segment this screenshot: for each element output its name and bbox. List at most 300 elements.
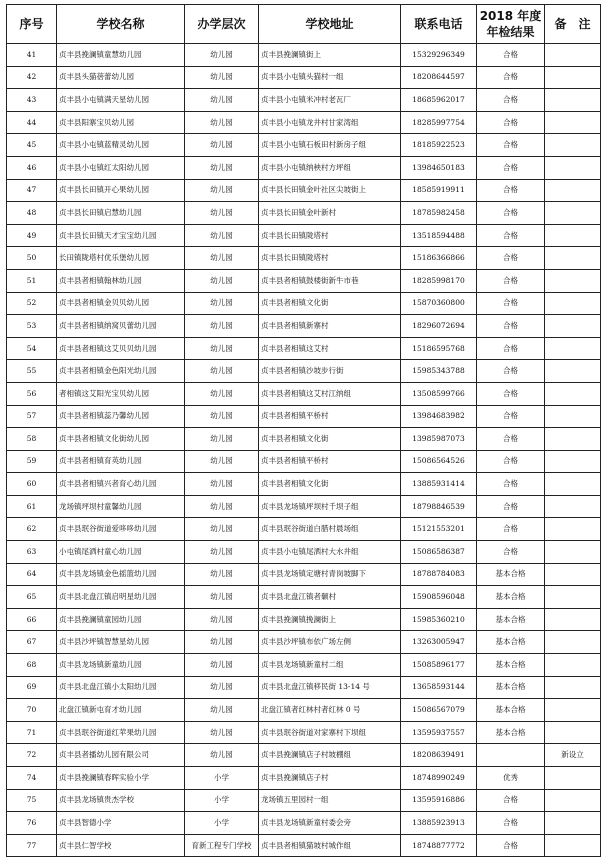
cell-no: 60: [7, 473, 57, 496]
cell-school-name: 贞丰县珉谷街道红苹果幼儿园: [57, 721, 185, 744]
cell-address: 贞丰县者相镇平桥村: [259, 405, 401, 428]
header-result-line2: 年检结果: [486, 25, 535, 39]
cell-level: 幼儿园: [185, 518, 259, 541]
cell-result: 合格: [477, 337, 545, 360]
table-row: [7, 495, 601, 518]
cell-no: 72: [7, 744, 57, 767]
cell-level: 幼儿园: [185, 202, 259, 225]
cell-phone: 15086567079: [401, 699, 477, 722]
cell-phone: 18208644597: [401, 66, 477, 89]
table-row: [7, 563, 601, 586]
table-row: [7, 428, 601, 451]
cell-result: 基本合格: [477, 676, 545, 699]
cell-no: 42: [7, 66, 57, 89]
cell-address: 龙场镇五里园村一组: [259, 789, 401, 812]
cell-phone: 15086586387: [401, 541, 477, 564]
cell-no: 54: [7, 337, 57, 360]
cell-no: 69: [7, 676, 57, 699]
cell-phone: 13518594488: [401, 224, 477, 247]
table-row: [7, 631, 601, 654]
cell-result: 合格: [477, 789, 545, 812]
table-row: [7, 789, 601, 812]
cell-school-name: 贞丰县龙场镇新童幼儿园: [57, 654, 185, 677]
cell-school-name: 贞丰县沙坪镇智慧星幼儿园: [57, 631, 185, 654]
table-row: [7, 89, 601, 112]
header-no: 序号: [7, 5, 57, 44]
cell-no: 74: [7, 767, 57, 790]
cell-address: 贞丰县小屯镇尾洒村大水井组: [259, 541, 401, 564]
cell-level: 幼儿园: [185, 44, 259, 67]
cell-note: [545, 518, 601, 541]
cell-school-name: 贞丰县北盘江镇启明星幼儿园: [57, 586, 185, 609]
cell-level: 幼儿园: [185, 156, 259, 179]
table-row: [7, 834, 601, 857]
cell-address: 贞丰县挽澜镇店子村: [259, 767, 401, 790]
cell-result: 合格: [477, 541, 545, 564]
table-row: [7, 156, 601, 179]
cell-level: 小学: [185, 789, 259, 812]
cell-phone: 18748990249: [401, 767, 477, 790]
cell-note: [545, 44, 601, 67]
cell-no: 49: [7, 224, 57, 247]
cell-school-name: 贞丰县智德小学: [57, 812, 185, 835]
cell-no: 51: [7, 269, 57, 292]
cell-note: [545, 156, 601, 179]
cell-note: [545, 631, 601, 654]
cell-school-name: 贞丰县者相镇翰林幼儿园: [57, 269, 185, 292]
cell-result: 合格: [477, 224, 545, 247]
cell-no: 59: [7, 450, 57, 473]
cell-phone: 13508599766: [401, 382, 477, 405]
cell-address: 贞丰县珉谷街道对家寨村下坝组: [259, 721, 401, 744]
cell-school-name: 贞丰县者相镇兴者育心幼儿园: [57, 473, 185, 496]
cell-result: 合格: [477, 473, 545, 496]
cell-school-name: 贞丰县长田镇启慧幼儿园: [57, 202, 185, 225]
cell-phone: 15985360210: [401, 608, 477, 631]
cell-note: [545, 654, 601, 677]
cell-address: 北盘江镇者红林村者红林 0 号: [259, 699, 401, 722]
cell-level: 幼儿园: [185, 315, 259, 338]
cell-result: 合格: [477, 247, 545, 270]
cell-no: 64: [7, 563, 57, 586]
cell-result: 合格: [477, 360, 545, 383]
cell-address: 贞丰县长田镇金叶新村: [259, 202, 401, 225]
table-row: [7, 699, 601, 722]
cell-address: 贞丰县沙坪镇布依广场左侧: [259, 631, 401, 654]
table-row: [7, 202, 601, 225]
header-result: [477, 5, 545, 44]
cell-note: [545, 66, 601, 89]
cell-school-name: 贞丰县龙场镇贵杰学校: [57, 789, 185, 812]
cell-school-name: 小屯镇尾洒村童心幼儿园: [57, 541, 185, 564]
table-row: [7, 337, 601, 360]
header-level: 办学层次: [185, 5, 259, 44]
cell-no: 58: [7, 428, 57, 451]
cell-school-name: 贞丰县长田镇开心果幼儿园: [57, 179, 185, 202]
cell-no: 45: [7, 134, 57, 157]
cell-address: 贞丰县龙场镇坪坝村千坝子组: [259, 495, 401, 518]
cell-phone: 18185922523: [401, 134, 477, 157]
cell-result: 合格: [477, 269, 545, 292]
cell-result: 合格: [477, 495, 545, 518]
cell-note: [545, 586, 601, 609]
cell-result: 合格: [477, 315, 545, 338]
table-row: [7, 44, 601, 67]
cell-school-name: 贞丰县者相镇文化街幼儿园: [57, 428, 185, 451]
cell-address: 贞丰县挽澜镇街上: [259, 44, 401, 67]
cell-note: [545, 699, 601, 722]
cell-phone: 18685962017: [401, 89, 477, 112]
cell-level: 幼儿园: [185, 563, 259, 586]
cell-address: 贞丰县龙场镇新童村委会旁: [259, 812, 401, 835]
cell-school-name: 贞丰县者相镇蕊乃馨幼儿园: [57, 405, 185, 428]
cell-address: 贞丰县者相镇沙坡步行街: [259, 360, 401, 383]
cell-note: [545, 563, 601, 586]
cell-school-name: 贞丰县小屯镇满天星幼儿园: [57, 89, 185, 112]
header-address: 学校地址: [259, 5, 401, 44]
school-inspection-table: [6, 4, 601, 857]
cell-phone: 13595916886: [401, 789, 477, 812]
cell-school-name: 贞丰县挽澜镇春晖实验小学: [57, 767, 185, 790]
cell-phone: 15908596048: [401, 586, 477, 609]
cell-address: 贞丰县北盘江镇移民街 13-14 号: [259, 676, 401, 699]
table-row: [7, 721, 601, 744]
cell-level: 幼儿园: [185, 66, 259, 89]
table-row: [7, 518, 601, 541]
cell-school-name: 贞丰县头猫蓓蕾幼儿园: [57, 66, 185, 89]
cell-level: 幼儿园: [185, 450, 259, 473]
cell-level: 幼儿园: [185, 608, 259, 631]
cell-note: [545, 89, 601, 112]
cell-phone: 15086564526: [401, 450, 477, 473]
cell-level: 幼儿园: [185, 541, 259, 564]
cell-school-name: 贞丰县长田镇天才宝宝幼儿园: [57, 224, 185, 247]
cell-result: 合格: [477, 382, 545, 405]
cell-phone: 13985987073: [401, 428, 477, 451]
cell-school-name: 贞丰县龙场镇金色摇篮幼儿园: [57, 563, 185, 586]
cell-address: 贞丰县者相镇鼓楼街新牛市巷: [259, 269, 401, 292]
table-row: [7, 541, 601, 564]
cell-note: [545, 360, 601, 383]
cell-result: 基本合格: [477, 586, 545, 609]
cell-no: 47: [7, 179, 57, 202]
cell-phone: 18748877772: [401, 834, 477, 857]
cell-phone: 15870360800: [401, 292, 477, 315]
cell-result: 合格: [477, 156, 545, 179]
cell-result: 基本合格: [477, 563, 545, 586]
cell-level: 育新工程专门学校: [185, 834, 259, 857]
table-row: [7, 247, 601, 270]
cell-phone: 13984683982: [401, 405, 477, 428]
cell-no: 66: [7, 608, 57, 631]
cell-level: 幼儿园: [185, 89, 259, 112]
table-row: [7, 676, 601, 699]
cell-note: [545, 834, 601, 857]
table-row: [7, 608, 601, 631]
cell-phone: 15329296349: [401, 44, 477, 67]
cell-no: 53: [7, 315, 57, 338]
cell-address: 贞丰县小屯镇石板田村新房子组: [259, 134, 401, 157]
cell-school-name: 贞丰县阳寨宝贝幼儿园: [57, 111, 185, 134]
cell-address: 贞丰县龙场镇新童村二组: [259, 654, 401, 677]
table-row: [7, 450, 601, 473]
table-row: [7, 586, 601, 609]
cell-phone: 13658593144: [401, 676, 477, 699]
cell-school-name: 长田镇陇塔村优乐堡幼儿园: [57, 247, 185, 270]
cell-address: 贞丰县长田镇陇塔村: [259, 224, 401, 247]
cell-note: [545, 247, 601, 270]
cell-note: [545, 676, 601, 699]
cell-school-name: 贞丰县小屯镇蓝精灵幼儿园: [57, 134, 185, 157]
cell-no: 68: [7, 654, 57, 677]
cell-level: 幼儿园: [185, 134, 259, 157]
cell-result: [477, 744, 545, 767]
cell-no: 52: [7, 292, 57, 315]
cell-note: [545, 382, 601, 405]
cell-phone: 18296072694: [401, 315, 477, 338]
cell-result: 合格: [477, 812, 545, 835]
table-row: [7, 269, 601, 292]
cell-level: 幼儿园: [185, 473, 259, 496]
cell-address: 贞丰县者相镇猫坡村城作组: [259, 834, 401, 857]
cell-level: 幼儿园: [185, 337, 259, 360]
cell-note: [545, 405, 601, 428]
cell-phone: 15186366866: [401, 247, 477, 270]
cell-phone: 13595937557: [401, 721, 477, 744]
cell-phone: 18285997754: [401, 111, 477, 134]
cell-school-name: 贞丰县北盘江镇小太阳幼儿园: [57, 676, 185, 699]
table-row: [7, 315, 601, 338]
cell-level: 幼儿园: [185, 676, 259, 699]
cell-phone: 15085896177: [401, 654, 477, 677]
cell-level: 幼儿园: [185, 586, 259, 609]
header-result-line1: 2018 年度: [479, 9, 542, 23]
cell-level: 幼儿园: [185, 360, 259, 383]
table-row: [7, 360, 601, 383]
cell-level: 幼儿园: [185, 269, 259, 292]
cell-school-name: 贞丰县者相镇金色阳光幼儿园: [57, 360, 185, 383]
cell-result: 合格: [477, 44, 545, 67]
cell-no: 70: [7, 699, 57, 722]
cell-school-name: 贞丰县者相镇金贝贝幼儿园: [57, 292, 185, 315]
cell-no: 43: [7, 89, 57, 112]
cell-phone: 18585919911: [401, 179, 477, 202]
cell-address: 贞丰县挽澜镇挽澜街上: [259, 608, 401, 631]
table-row: [7, 134, 601, 157]
table-row: [7, 111, 601, 134]
cell-note: [545, 541, 601, 564]
cell-level: 幼儿园: [185, 428, 259, 451]
cell-level: 幼儿园: [185, 247, 259, 270]
cell-note: [545, 428, 601, 451]
cell-school-name: 贞丰县挽澜镇童慧幼儿园: [57, 44, 185, 67]
cell-result: 合格: [477, 111, 545, 134]
cell-note: [545, 292, 601, 315]
cell-note: [545, 608, 601, 631]
cell-result: 基本合格: [477, 654, 545, 677]
cell-address: 贞丰县长田镇陇塔村: [259, 247, 401, 270]
cell-no: 56: [7, 382, 57, 405]
cell-level: 幼儿园: [185, 405, 259, 428]
table-body: [7, 44, 601, 857]
cell-address: 贞丰县小屯镇龙井村甘家湾组: [259, 111, 401, 134]
cell-school-name: 者相镇这艾阳光宝贝幼儿园: [57, 382, 185, 405]
cell-no: 63: [7, 541, 57, 564]
cell-level: 幼儿园: [185, 382, 259, 405]
cell-address: 贞丰县者相镇这艾村: [259, 337, 401, 360]
cell-address: 贞丰县小屯镇头猫村一组: [259, 66, 401, 89]
cell-no: 75: [7, 789, 57, 812]
cell-note: [545, 134, 601, 157]
cell-note: [545, 812, 601, 835]
cell-no: 55: [7, 360, 57, 383]
header-note: 备 注: [545, 5, 601, 44]
cell-note: [545, 789, 601, 812]
cell-school-name: 贞丰县者相镇这艾贝贝幼儿园: [57, 337, 185, 360]
cell-level: 幼儿园: [185, 699, 259, 722]
cell-phone: 18208639491: [401, 744, 477, 767]
cell-school-name: 北盘江镇新屯育才幼儿园: [57, 699, 185, 722]
cell-result: 合格: [477, 179, 545, 202]
cell-address: 贞丰县珉谷街道白腊村晨场组: [259, 518, 401, 541]
cell-school-name: 贞丰县挽澜镇童园幼儿园: [57, 608, 185, 631]
cell-note: [545, 202, 601, 225]
cell-level: 幼儿园: [185, 179, 259, 202]
cell-phone: 15121553201: [401, 518, 477, 541]
cell-address: 贞丰县者相镇文化街: [259, 473, 401, 496]
cell-note: [545, 337, 601, 360]
cell-result: 合格: [477, 134, 545, 157]
cell-school-name: 贞丰县仁智学校: [57, 834, 185, 857]
table-row: [7, 654, 601, 677]
cell-result: 基本合格: [477, 699, 545, 722]
cell-note: [545, 721, 601, 744]
cell-no: 61: [7, 495, 57, 518]
table-row: [7, 767, 601, 790]
cell-phone: 18285998170: [401, 269, 477, 292]
cell-note: [545, 767, 601, 790]
cell-phone: 13885931414: [401, 473, 477, 496]
cell-address: 贞丰县者相镇平桥村: [259, 450, 401, 473]
cell-address: 贞丰县者相镇这艾村江纳组: [259, 382, 401, 405]
cell-result: 合格: [477, 428, 545, 451]
header-row: [7, 5, 601, 44]
cell-address: 贞丰县挽澜镇店子村坡棚组: [259, 744, 401, 767]
cell-level: 幼儿园: [185, 654, 259, 677]
cell-phone: 15985343788: [401, 360, 477, 383]
cell-note: [545, 450, 601, 473]
cell-level: 小学: [185, 812, 259, 835]
cell-address: 贞丰县长田镇金叶社区尖坡街上: [259, 179, 401, 202]
cell-phone: 13984650183: [401, 156, 477, 179]
cell-no: 71: [7, 721, 57, 744]
table-row: [7, 405, 601, 428]
cell-no: 77: [7, 834, 57, 857]
cell-no: 41: [7, 44, 57, 67]
table-row: [7, 473, 601, 496]
cell-no: 46: [7, 156, 57, 179]
cell-phone: 13263005947: [401, 631, 477, 654]
cell-address: 贞丰县者相镇新寨村: [259, 315, 401, 338]
cell-result: 基本合格: [477, 631, 545, 654]
cell-note: [545, 224, 601, 247]
cell-address: 贞丰县龙场镇定塘村青岗坡脚下: [259, 563, 401, 586]
cell-address: 贞丰县者相镇文化街: [259, 428, 401, 451]
cell-no: 44: [7, 111, 57, 134]
cell-school-name: 贞丰县者播幼儿园有限公司: [57, 744, 185, 767]
header-school-name: 学校名称: [57, 5, 185, 44]
cell-result: 合格: [477, 202, 545, 225]
cell-no: 57: [7, 405, 57, 428]
cell-level: 幼儿园: [185, 721, 259, 744]
cell-result: 合格: [477, 66, 545, 89]
cell-phone: 18788784083: [401, 563, 477, 586]
table-row: [7, 179, 601, 202]
cell-level: 幼儿园: [185, 292, 259, 315]
cell-school-name: 龙场镇坪坝村童馨幼儿园: [57, 495, 185, 518]
header-phone: 联系电话: [401, 5, 477, 44]
table-row: [7, 812, 601, 835]
cell-no: 48: [7, 202, 57, 225]
cell-result: 合格: [477, 518, 545, 541]
cell-result: 合格: [477, 292, 545, 315]
cell-result: 合格: [477, 405, 545, 428]
table-row: [7, 292, 601, 315]
cell-note: 新设立: [545, 744, 601, 767]
cell-school-name: 贞丰县珉谷街道爱哆哆幼儿园: [57, 518, 185, 541]
cell-level: 幼儿园: [185, 111, 259, 134]
cell-note: [545, 111, 601, 134]
cell-result: 优秀: [477, 767, 545, 790]
cell-result: 基本合格: [477, 721, 545, 744]
cell-level: 幼儿园: [185, 224, 259, 247]
cell-result: 基本合格: [477, 608, 545, 631]
cell-no: 62: [7, 518, 57, 541]
table-row: [7, 382, 601, 405]
cell-note: [545, 495, 601, 518]
cell-note: [545, 179, 601, 202]
cell-phone: 18798846539: [401, 495, 477, 518]
cell-result: 合格: [477, 450, 545, 473]
table-row: [7, 744, 601, 767]
cell-level: 幼儿园: [185, 744, 259, 767]
cell-no: 65: [7, 586, 57, 609]
table-row: [7, 224, 601, 247]
cell-school-name: 贞丰县者相镇育英幼儿园: [57, 450, 185, 473]
cell-no: 50: [7, 247, 57, 270]
cell-phone: 13885923913: [401, 812, 477, 835]
cell-no: 67: [7, 631, 57, 654]
cell-result: 合格: [477, 834, 545, 857]
cell-phone: 18785982458: [401, 202, 477, 225]
cell-note: [545, 315, 601, 338]
cell-phone: 15186595768: [401, 337, 477, 360]
table-row: [7, 66, 601, 89]
cell-no: 76: [7, 812, 57, 835]
cell-school-name: 贞丰县者相镇纳窝贝蕾幼儿园: [57, 315, 185, 338]
cell-result: 合格: [477, 89, 545, 112]
cell-address: 贞丰县小屯镇米冲村老瓦厂: [259, 89, 401, 112]
cell-level: 幼儿园: [185, 631, 259, 654]
cell-level: 幼儿园: [185, 495, 259, 518]
cell-note: [545, 269, 601, 292]
cell-address: 贞丰县小屯镇纳秧村方坪组: [259, 156, 401, 179]
cell-address: 贞丰县北盘江镇者颡村: [259, 586, 401, 609]
cell-note: [545, 473, 601, 496]
cell-address: 贞丰县者相镇文化街: [259, 292, 401, 315]
cell-level: 小学: [185, 767, 259, 790]
cell-school-name: 贞丰县小屯镇红太阳幼儿园: [57, 156, 185, 179]
